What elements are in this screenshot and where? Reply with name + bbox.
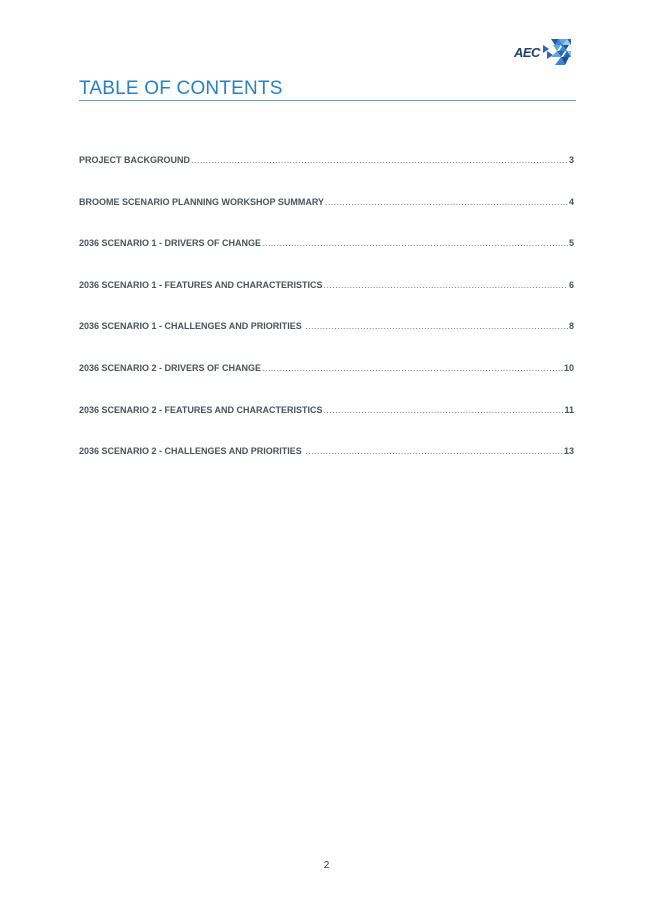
toc-entry-label: 2036 SCENARIO 2 - CHALLENGES AND PRIORITIES	[79, 446, 305, 457]
toc-entry[interactable]	[79, 446, 574, 488]
toc-entry-page: 11	[564, 404, 574, 415]
toc-entry-page: 5	[568, 238, 574, 249]
aec-triangle-mosaic-icon	[543, 39, 571, 65]
dot-leader	[324, 280, 568, 290]
page-title: TABLE OF CONTENTS	[79, 78, 283, 99]
toc-entry[interactable]	[79, 280, 574, 322]
toc-entry-label: 2036 SCENARIO 1 - CHALLENGES AND PRIORITIES	[79, 321, 305, 332]
title-underline	[79, 100, 576, 101]
logo-text: AEC	[514, 44, 540, 60]
toc-entry-label: BROOME SCENARIO PLANNING WORKSHOP SUMMARY	[79, 196, 325, 207]
table-of-contents	[79, 155, 574, 488]
aec-logo	[514, 39, 571, 65]
toc-entry-page: 3	[568, 155, 574, 165]
page-number: 2	[323, 860, 330, 871]
dot-leader	[305, 321, 568, 331]
toc-entry-page: 4	[568, 196, 574, 207]
toc-entry-label: 2036 SCENARIO 2 - DRIVERS OF CHANGE	[79, 362, 262, 373]
dot-leader	[262, 363, 563, 373]
toc-entry[interactable]	[79, 363, 574, 405]
toc-entry-page: 6	[568, 279, 574, 290]
dot-leader	[325, 197, 568, 207]
toc-entry[interactable]	[79, 155, 574, 197]
toc-entry-label: 2036 SCENARIO 1 - FEATURES AND CHARACTERISTICS	[79, 279, 323, 290]
dot-leader	[191, 155, 568, 165]
toc-entry[interactable]	[79, 321, 574, 363]
toc-entry[interactable]	[79, 197, 574, 239]
toc-entry-label: 2036 SCENARIO 1 - DRIVERS OF CHANGE	[79, 238, 262, 249]
toc-entry-page: 10	[563, 362, 574, 373]
dot-leader	[305, 446, 563, 456]
toc-entry-label: 2036 SCENARIO 2 - FEATURES AND CHARACTERISTICS	[79, 404, 323, 415]
toc-entry-page: 8	[568, 321, 574, 332]
toc-entry[interactable]	[79, 238, 574, 280]
toc-entry-label: PROJECT BACKGROUND	[79, 155, 191, 165]
dot-leader	[262, 238, 568, 248]
dot-leader	[324, 405, 564, 415]
toc-entry[interactable]	[79, 405, 574, 447]
toc-entry-page: 13	[563, 446, 574, 457]
